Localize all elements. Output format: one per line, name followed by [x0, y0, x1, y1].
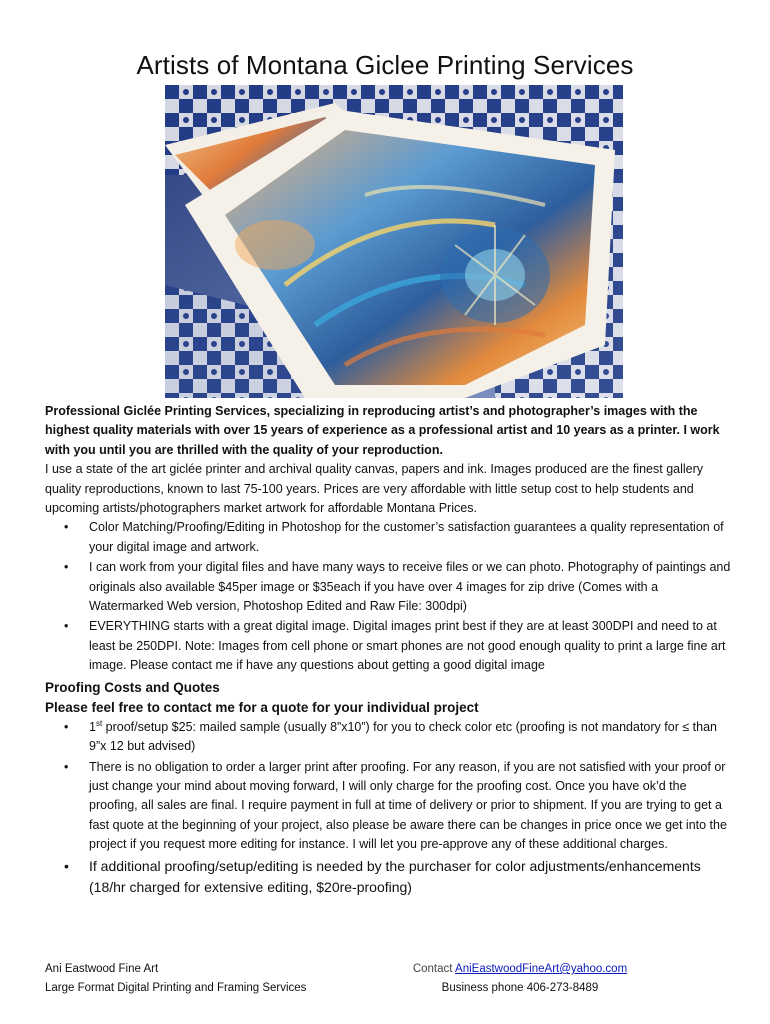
list-item	[45, 558, 735, 616]
list-item-text: If additional proofing/setup/editing is needed by the purchaser for color adjustments/enhancements (18/hr charged for extensive editing, $20re-proofing)	[89, 857, 701, 895]
contact-label: Contact	[412, 963, 456, 975]
bullet: •	[64, 520, 69, 535]
list-item	[45, 518, 735, 557]
list-item-text: proof/setup $25: mailed sample (usually 8”x10”) for you to check color etc (proofing is not mandatory for ≤ than 9”x 12 but advised)	[89, 719, 717, 754]
services-list	[45, 518, 735, 675]
bullet: •	[64, 619, 69, 634]
list-item	[45, 758, 735, 855]
proof-number: 1	[89, 719, 96, 734]
artwork-photo	[165, 85, 623, 398]
company-tagline: Large Format Digital Printing and Framing Services	[45, 982, 307, 994]
page-title: Artists of Montana Giclee Printing Services	[136, 50, 634, 80]
list-item	[45, 617, 735, 675]
list-item-text: Color Matching/Proofing/Editing in Photoshop for the customer’s satisfaction guarantees a quality representation of your digital image and artwork.	[89, 520, 724, 554]
bullet: •	[64, 560, 69, 575]
list-item	[45, 718, 735, 757]
footer-right	[395, 960, 645, 998]
business-phone: Business phone 406-273-8489	[441, 982, 599, 994]
section-heading-proofing: Proofing Costs and Quotes	[45, 679, 220, 695]
proof-ordinal: st	[95, 718, 103, 728]
list-item-text: EVERYTHING starts with a great digital image. Digital images print best if they are at least 300DPI and need to at least be 250DPI. Note: Images from cell phone or smart phones are not good enough quality to print a large fine art image. Please contact me if have any questions about getting a good digital image	[89, 619, 726, 673]
intro-paragraph: I use a state of the art giclée printer and archival quality canvas, papers and ink. Images produced are the finest gallery quality reproductions, known to last 75-100 years. Prices are very affordable with little setup cost to help students and upcoming artists/photographers market artwork for affordable Montana Prices.	[45, 462, 704, 516]
email-link[interactable]: AniEastwoodFineArt@yahoo.com	[455, 963, 628, 975]
company-name: Ani Eastwood Fine Art	[45, 963, 159, 975]
lead-paragraph: Professional Giclée Printing Services, specializing in reproducing artist’s and photographer’s images with the highest quality materials with over 15 years of experience as a professional artist and 10 years as a printer. I work with you until you are thrilled with the quality of your reproduction.	[45, 404, 720, 457]
list-item-text: I can work from your digital files and have many ways to receive files or we can photo. Photography of paintings and originals also available $45per image or $35each if you have over 4 images for zip drive (Comes with a Watermarked Web version, Photoshop Edited and Raw File: 300dpi)	[89, 560, 731, 614]
section-heading-quote: Please feel free to contact me for a quote for your individual project	[45, 699, 479, 715]
bullet: •	[64, 759, 69, 774]
bullet: •	[64, 719, 69, 734]
document-body	[45, 402, 735, 899]
list-item-text: There is no obligation to order a larger print after proofing. For any reason, if you are not satisfied with your proof or just change your mind about moving forward, I will only charge for the proofing cost. Once you have ok’d the proofing, all sales are final. I require payment in full at time of delivery or prior to shipment. If you are trying to get a fast quote at the beginning of your project, also please be aware there can be changes in price once we get into the project if you request more editing for instance. I will let you pre-approve any of these additional charges.	[89, 759, 727, 852]
bullet: •	[64, 857, 69, 874]
proofing-list	[45, 718, 735, 898]
list-item	[45, 856, 735, 898]
footer-left	[45, 960, 306, 998]
